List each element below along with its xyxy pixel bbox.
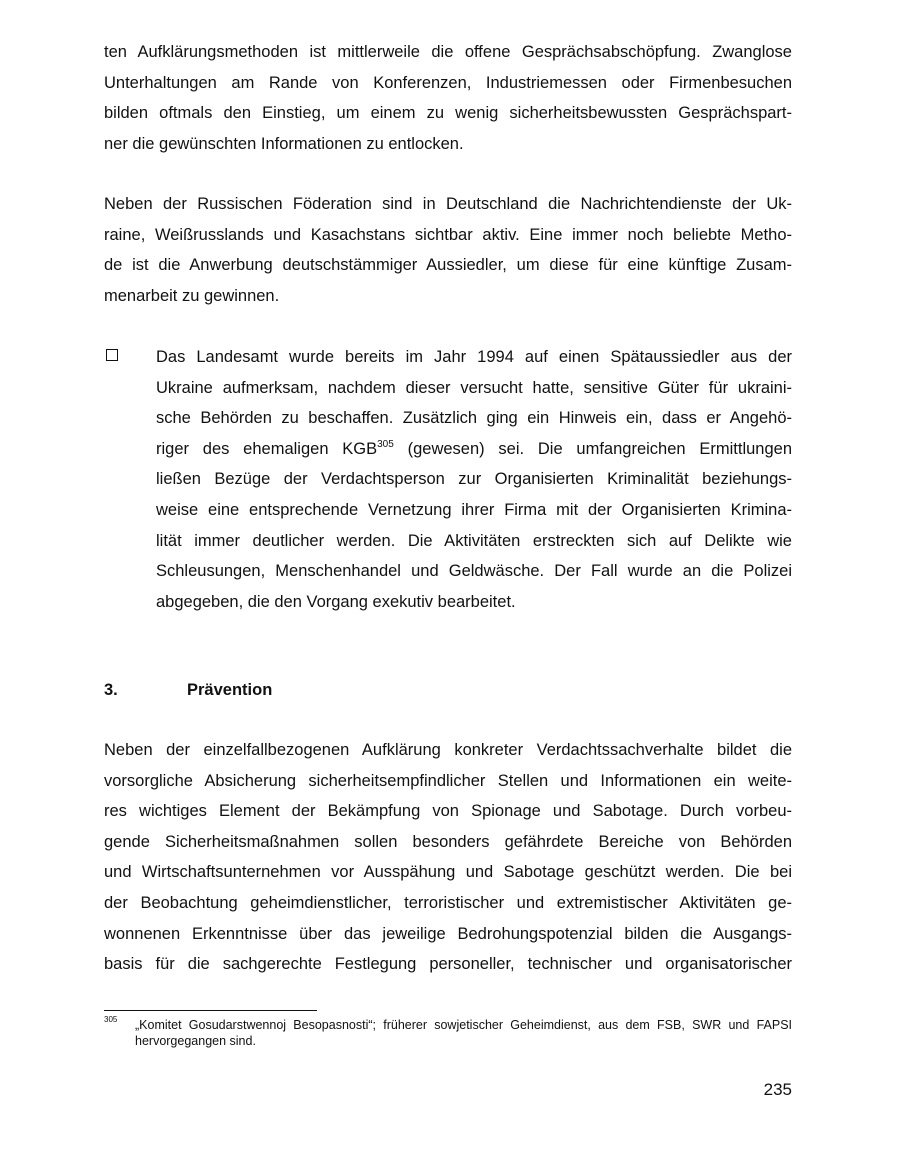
footnote-reference: 305 (377, 438, 394, 450)
text-line (156, 434, 792, 465)
text-line: ten Aufklärungsmethoden ist mittlerweile die offene Gesprächsabschöpfung. Zwanglose (104, 43, 792, 61)
text-line: sche Behörden zu beschaffen. Zusätzlich ging ein Hinweis ein, dass er Angehö- (156, 409, 792, 428)
text-line: raine, Weißrusslands und Kasachstans sichtbar aktiv. Eine immer noch beliebte Metho- (104, 225, 792, 244)
text-line: menarbeit zu gewinnen. (104, 286, 280, 305)
text-line: ließen Bezüge der Verdachtsperson zur Organisierten Kriminalität beziehungs- (156, 470, 792, 489)
checkbox-bullet-icon (106, 349, 118, 361)
text-line: weise eine entsprechende Vernetzung ihrer Firma mit der Organisierten Krimina- (156, 500, 792, 519)
text-line: Schleusungen, Menschenhandel und Geldwäsche. Der Fall wurde an die Polizei (156, 562, 792, 581)
text-line: ner die gewünschten Informationen zu entlocken. (104, 134, 464, 153)
section-number: 3. (104, 681, 118, 699)
text-fragment: (gewesen) sei. Die umfangreichen Ermittlungen (393, 439, 792, 458)
text-line: de ist die Anwerbung deutschstämmiger Aussiedler, um diese für eine künftige Zusam- (104, 256, 792, 275)
page-number: 235 (763, 1080, 792, 1099)
text-line: lität immer deutlicher werden. Die Aktivitäten erstreckten sich auf Delikte wie (156, 531, 792, 550)
text-line: Ukraine aufmerksam, nachdem dieser versucht hatte, sensitive Güter für ukraini- (156, 378, 792, 397)
footnote-line: hervorgegangen sind. (135, 1034, 256, 1048)
text-line: der Beobachtung geheimdienstlicher, terroristischer und extremistischer Aktivitäten ge- (104, 893, 792, 912)
text-line: bilden oftmals den Einstieg, um einem zu wenig sicherheitsbewussten Gesprächspart- (104, 104, 792, 123)
text-line: Neben der einzelfallbezogenen Aufklärung konkreter Verdachtssachverhalte bildet die (104, 741, 792, 759)
text-line: gende Sicherheitsmaßnahmen sollen besonders gefährdete Bereiche von Behörden (104, 832, 792, 851)
text-fragment: riger des ehemaligen KGB (156, 439, 378, 458)
text-line: res wichtiges Element der Bekämpfung von Spionage und Sabotage. Durch vorbeu- (104, 802, 792, 821)
paragraph-intelligence-methods (104, 37, 792, 159)
text-line: Das Landesamt wurde bereits im Jahr 1994 auf einen Spätaussiedler aus der (156, 348, 792, 366)
footnote-divider (104, 1010, 317, 1011)
text-line: Neben der Russischen Föderation sind in Deutschland die Nachrichtendienste der Uk- (104, 195, 792, 213)
footnote-number: 305 (104, 1015, 118, 1024)
case-example-bullet (156, 342, 792, 617)
text-line: basis für die sachgerechte Festlegung personeller, technischer und organisatorischer (104, 955, 792, 974)
text-line: abgegeben, die den Vorgang exekutiv bearbeitet. (156, 592, 516, 611)
section-title: Prävention (187, 681, 273, 699)
text-line: wonnenen Erkenntnisse über das jeweilige Bedrohungspotenzial bilden die Ausgangs- (104, 924, 792, 943)
paragraph-foreign-services (104, 189, 792, 311)
text-line: vorsorgliche Absicherung sicherheitsempfindlicher Stellen und Informationen ein weite- (104, 771, 792, 790)
paragraph-prevention (104, 735, 792, 980)
footnote-line: „Komitet Gosudarstwennoj Besopasnosti“; früherer sowjetischer Geheimdienst, aus dem FSB, SWR und FAPSI (135, 1018, 792, 1032)
text-line: und Wirtschaftsunternehmen vor Ausspähung und Sabotage geschützt werden. Die bei (104, 863, 792, 882)
footnote-text (135, 1017, 792, 1049)
text-line: Unterhaltungen am Rande von Konferenzen, Industriemessen oder Firmenbesuchen (104, 73, 792, 92)
document-page (104, 0, 792, 1164)
